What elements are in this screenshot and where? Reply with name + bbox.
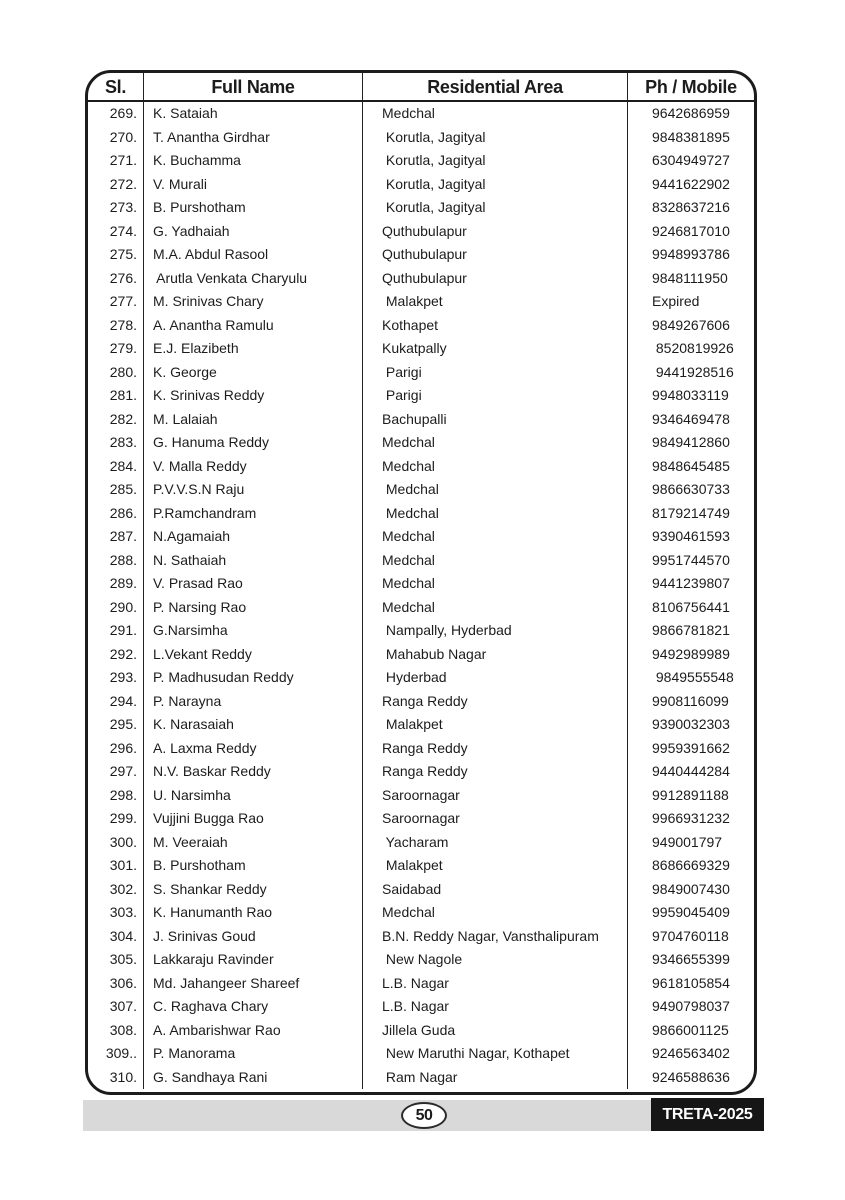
- cell-full-name: P. Narsing Rao: [143, 596, 362, 620]
- cell-full-name: J. Srinivas Goud: [143, 925, 362, 949]
- cell-serial: 287.: [109, 528, 137, 544]
- table-row: [88, 690, 754, 714]
- cell-phone: 949001797: [627, 831, 754, 855]
- cell-residential-area: Jillela Guda: [362, 1019, 627, 1043]
- table-row: [88, 455, 754, 479]
- cell-phone: 9390032303: [627, 713, 754, 737]
- table-row: [88, 408, 754, 432]
- table-row: [88, 854, 754, 878]
- cell-full-name: K. Hanumanth Rao: [143, 901, 362, 925]
- table-row: [88, 572, 754, 596]
- cell-full-name: T. Anantha Girdhar: [143, 126, 362, 150]
- table-row: [88, 126, 754, 150]
- table-row: [88, 643, 754, 667]
- cell-full-name: Vujjini Bugga Rao: [143, 807, 362, 831]
- cell-residential-area: Korutla, Jagityal: [362, 196, 627, 220]
- cell-serial: 304.: [109, 927, 137, 944]
- cell-residential-area: Medchal: [362, 455, 627, 479]
- cell-full-name: C. Raghava Chary: [143, 995, 362, 1019]
- table-body: [88, 102, 754, 1089]
- cell-serial: 276.: [109, 269, 137, 286]
- cell-full-name: G. Hanuma Reddy: [143, 431, 362, 455]
- cell-residential-area: Mahabub Nagar: [362, 643, 627, 667]
- cell-full-name: U. Narsimha: [143, 784, 362, 808]
- table-row: [88, 149, 754, 173]
- cell-serial: 286.: [109, 504, 137, 521]
- cell-serial: 295.: [109, 716, 137, 732]
- cell-residential-area: Medchal: [362, 525, 627, 549]
- cell-residential-area: New Maruthi Nagar, Kothapet: [362, 1042, 627, 1066]
- table-row: [88, 666, 754, 690]
- cell-residential-area: Malakpet: [362, 713, 627, 737]
- table-row: [88, 478, 754, 502]
- cell-phone: 6304949727: [627, 149, 754, 173]
- table-row: [88, 196, 754, 220]
- cell-phone: 9346655399: [627, 948, 754, 972]
- header-cell-residential-area: Residential Area: [362, 73, 627, 101]
- cell-residential-area: Kothapet: [362, 314, 627, 338]
- cell-phone: 8520819926: [627, 337, 754, 361]
- cell-serial: 297.: [109, 763, 137, 779]
- cell-phone: 9704760118: [627, 925, 754, 949]
- cell-residential-area: Korutla, Jagityal: [362, 149, 627, 173]
- cell-residential-area: L.B. Nagar: [362, 972, 627, 996]
- cell-phone: 9908116099: [627, 690, 754, 714]
- cell-residential-area: Quthubulapur: [362, 243, 627, 267]
- table-header-row: [88, 73, 754, 102]
- cell-serial: 270.: [109, 128, 137, 145]
- cell-full-name: A. Ambarishwar Rao: [143, 1019, 362, 1043]
- cell-serial: 294.: [109, 692, 137, 709]
- table-row: [88, 596, 754, 620]
- cell-phone: 9849267606: [627, 314, 754, 338]
- cell-serial: 306.: [109, 974, 137, 991]
- page-number-badge: 50: [401, 1102, 447, 1129]
- table-row: [88, 619, 754, 643]
- header-cell-phone: Ph / Mobile: [627, 73, 754, 101]
- cell-residential-area: Saroornagar: [362, 784, 627, 808]
- cell-serial: 293.: [109, 669, 137, 685]
- cell-full-name: G.Narsimha: [143, 619, 362, 643]
- table-row: [88, 525, 754, 549]
- cell-serial: 298.: [109, 786, 137, 803]
- cell-residential-area: Nampally, Hyderbad: [362, 619, 627, 643]
- cell-phone: 9441239807: [627, 572, 754, 596]
- table-row: [88, 901, 754, 925]
- cell-phone: 9246563402: [627, 1042, 754, 1066]
- table-row: [88, 1042, 754, 1066]
- cell-residential-area: Saidabad: [362, 878, 627, 902]
- table-row: [88, 995, 754, 1019]
- table-row: [88, 314, 754, 338]
- table-row: [88, 361, 754, 385]
- cell-full-name: P. Manorama: [143, 1042, 362, 1066]
- cell-serial: 305.: [109, 951, 137, 967]
- cell-phone: 8328637216: [627, 196, 754, 220]
- table-row: [88, 878, 754, 902]
- cell-phone: 9912891188: [627, 784, 754, 808]
- cell-phone: 9848645485: [627, 455, 754, 479]
- cell-serial: 271.: [109, 152, 137, 168]
- cell-full-name: K. Buchamma: [143, 149, 362, 173]
- cell-residential-area: B.N. Reddy Nagar, Vansthalipuram: [362, 925, 627, 949]
- cell-phone: 9951744570: [627, 549, 754, 573]
- cell-serial: 303.: [109, 904, 137, 920]
- directory-table: [85, 70, 757, 1095]
- cell-residential-area: Medchal: [362, 549, 627, 573]
- cell-phone: 8106756441: [627, 596, 754, 620]
- header-cell-serial: Sl.: [104, 77, 127, 97]
- table-row: [88, 807, 754, 831]
- cell-residential-area: Malakpet: [362, 290, 627, 314]
- cell-phone: 9246588636: [627, 1066, 754, 1090]
- cell-phone: 9390461593: [627, 525, 754, 549]
- cell-serial: 296.: [109, 739, 137, 756]
- cell-phone: 9440444284: [627, 760, 754, 784]
- cell-phone: 9492989989: [627, 643, 754, 667]
- cell-residential-area: Parigi: [362, 384, 627, 408]
- cell-serial: 309..: [105, 1045, 137, 1061]
- cell-full-name: M.A. Abdul Rasool: [143, 243, 362, 267]
- cell-phone: 9948033119: [627, 384, 754, 408]
- cell-phone: 9959391662: [627, 737, 754, 761]
- cell-residential-area: Quthubulapur: [362, 220, 627, 244]
- cell-full-name: Arutla Venkata Charyulu: [143, 267, 362, 291]
- cell-serial: 288.: [109, 551, 137, 568]
- cell-full-name: P.Ramchandram: [143, 502, 362, 526]
- header-cell-full-name: Full Name: [143, 73, 362, 101]
- table-row: [88, 925, 754, 949]
- cell-full-name: B. Purshotham: [143, 854, 362, 878]
- cell-phone: 9441928516: [627, 361, 754, 385]
- table-row: [88, 1019, 754, 1043]
- table-row: [88, 173, 754, 197]
- cell-residential-area: Medchal: [362, 502, 627, 526]
- cell-phone: 9441622902: [627, 173, 754, 197]
- cell-full-name: E.J. Elazibeth: [143, 337, 362, 361]
- table-row: [88, 267, 754, 291]
- cell-serial: 289.: [109, 575, 137, 591]
- cell-serial: 274.: [109, 222, 137, 239]
- cell-residential-area: Medchal: [362, 901, 627, 925]
- cell-phone: 9959045409: [627, 901, 754, 925]
- cell-phone: 9948993786: [627, 243, 754, 267]
- cell-full-name: K. George: [143, 361, 362, 385]
- cell-phone: 9849412860: [627, 431, 754, 455]
- cell-serial: 284.: [109, 457, 137, 474]
- cell-serial: 269.: [109, 105, 137, 121]
- cell-full-name: N. Sathaiah: [143, 549, 362, 573]
- cell-residential-area: Parigi: [362, 361, 627, 385]
- table-row: [88, 784, 754, 808]
- table-row: [88, 760, 754, 784]
- cell-serial: 272.: [109, 175, 137, 192]
- cell-phone: 8179214749: [627, 502, 754, 526]
- cell-full-name: L.Vekant Reddy: [143, 643, 362, 667]
- cell-full-name: M. Lalaiah: [143, 408, 362, 432]
- cell-residential-area: Ranga Reddy: [362, 737, 627, 761]
- cell-residential-area: Bachupalli: [362, 408, 627, 432]
- cell-residential-area: Korutla, Jagityal: [362, 173, 627, 197]
- cell-serial: 292.: [109, 645, 137, 662]
- cell-residential-area: L.B. Nagar: [362, 995, 627, 1019]
- table-row: [88, 972, 754, 996]
- cell-full-name: G. Sandhaya Rani: [143, 1066, 362, 1090]
- cell-phone: 9849007430: [627, 878, 754, 902]
- table-row: [88, 549, 754, 573]
- table-row: [88, 243, 754, 267]
- cell-serial: 308.: [109, 1021, 137, 1038]
- cell-full-name: P. Narayna: [143, 690, 362, 714]
- cell-serial: 300.: [109, 833, 137, 850]
- cell-phone: 9642686959: [627, 102, 754, 126]
- cell-residential-area: Quthubulapur: [362, 267, 627, 291]
- cell-serial: 299.: [109, 810, 137, 826]
- cell-residential-area: Ranga Reddy: [362, 760, 627, 784]
- table-row: [88, 290, 754, 314]
- cell-full-name: P. Madhusudan Reddy: [143, 666, 362, 690]
- cell-serial: 310.: [109, 1068, 137, 1085]
- cell-phone: 9849555548: [627, 666, 754, 690]
- cell-full-name: G. Yadhaiah: [143, 220, 362, 244]
- cell-serial: 302.: [109, 880, 137, 897]
- table-row: [88, 220, 754, 244]
- cell-full-name: N.Agamaiah: [143, 525, 362, 549]
- cell-residential-area: Medchal: [362, 596, 627, 620]
- cell-residential-area: Medchal: [362, 572, 627, 596]
- cell-phone: 9966931232: [627, 807, 754, 831]
- cell-residential-area: Medchal: [362, 478, 627, 502]
- table-row: [88, 431, 754, 455]
- cell-residential-area: New Nagole: [362, 948, 627, 972]
- cell-full-name: Md. Jahangeer Shareef: [143, 972, 362, 996]
- cell-serial: 273.: [109, 199, 137, 215]
- cell-serial: 283.: [109, 434, 137, 450]
- cell-residential-area: Medchal: [362, 102, 627, 126]
- table-row: [88, 384, 754, 408]
- cell-full-name: P.V.V.S.N Raju: [143, 478, 362, 502]
- cell-residential-area: Ram Nagar: [362, 1066, 627, 1090]
- cell-serial: 307.: [109, 998, 137, 1014]
- table-row: [88, 102, 754, 126]
- edition-badge: TRETA-2025: [651, 1098, 764, 1131]
- cell-residential-area: Saroornagar: [362, 807, 627, 831]
- cell-residential-area: Yacharam: [362, 831, 627, 855]
- cell-serial: 275.: [109, 246, 137, 262]
- cell-phone: 9618105854: [627, 972, 754, 996]
- cell-serial: 278.: [109, 316, 137, 333]
- cell-phone: Expired: [627, 290, 754, 314]
- cell-serial: 277.: [109, 293, 137, 309]
- cell-serial: 281.: [109, 387, 137, 403]
- cell-serial: 282.: [109, 410, 137, 427]
- cell-full-name: V. Malla Reddy: [143, 455, 362, 479]
- cell-serial: 301.: [109, 857, 137, 873]
- cell-serial: 279.: [109, 340, 137, 356]
- cell-full-name: K. Srinivas Reddy: [143, 384, 362, 408]
- cell-phone: 9866001125: [627, 1019, 754, 1043]
- cell-residential-area: Ranga Reddy: [362, 690, 627, 714]
- cell-full-name: K. Narasaiah: [143, 713, 362, 737]
- cell-serial: 291.: [109, 622, 137, 638]
- cell-residential-area: Kukatpally: [362, 337, 627, 361]
- cell-full-name: A. Laxma Reddy: [143, 737, 362, 761]
- cell-serial: 290.: [109, 598, 137, 615]
- cell-phone: 9490798037: [627, 995, 754, 1019]
- cell-phone: 9848381895: [627, 126, 754, 150]
- cell-serial: 285.: [109, 481, 137, 497]
- cell-full-name: V. Murali: [143, 173, 362, 197]
- table-row: [88, 713, 754, 737]
- cell-full-name: B. Purshotham: [143, 196, 362, 220]
- cell-full-name: M. Srinivas Chary: [143, 290, 362, 314]
- cell-full-name: N.V. Baskar Reddy: [143, 760, 362, 784]
- cell-serial: 280.: [109, 363, 137, 380]
- cell-phone: 9246817010: [627, 220, 754, 244]
- cell-full-name: A. Anantha Ramulu: [143, 314, 362, 338]
- cell-phone: 9866781821: [627, 619, 754, 643]
- cell-residential-area: Korutla, Jagityal: [362, 126, 627, 150]
- cell-phone: 8686669329: [627, 854, 754, 878]
- table-row: [88, 1066, 754, 1090]
- table-row: [88, 948, 754, 972]
- cell-full-name: S. Shankar Reddy: [143, 878, 362, 902]
- table-row: [88, 737, 754, 761]
- cell-residential-area: Medchal: [362, 431, 627, 455]
- cell-full-name: K. Sataiah: [143, 102, 362, 126]
- cell-phone: 9848111950: [627, 267, 754, 291]
- cell-phone: 9346469478: [627, 408, 754, 432]
- cell-residential-area: Hyderbad: [362, 666, 627, 690]
- table-row: [88, 502, 754, 526]
- cell-full-name: M. Veeraiah: [143, 831, 362, 855]
- cell-full-name: Lakkaraju Ravinder: [143, 948, 362, 972]
- cell-residential-area: Malakpet: [362, 854, 627, 878]
- cell-full-name: V. Prasad Rao: [143, 572, 362, 596]
- table-row: [88, 337, 754, 361]
- cell-phone: 9866630733: [627, 478, 754, 502]
- table-row: [88, 831, 754, 855]
